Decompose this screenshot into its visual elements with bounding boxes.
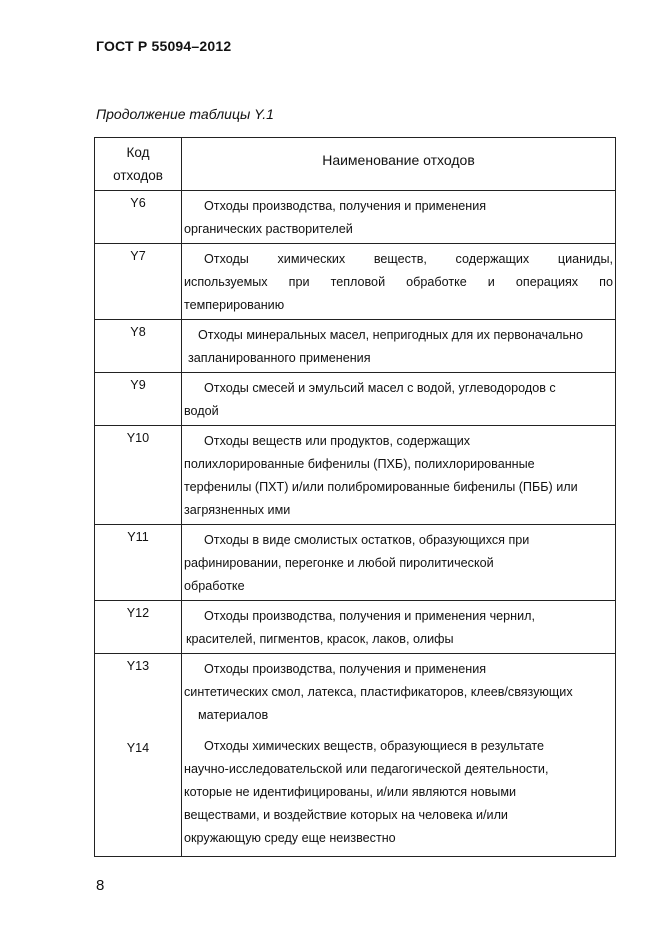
table-row [95,426,616,525]
description-line: синтетических смол, латекса, пластификаторов, клеев/связующих [184,685,573,699]
waste-code: Y7 [95,244,182,320]
table-row [95,244,616,320]
table-row [95,320,616,373]
description-line: научно-исследовательской или педагогической деятельности, [184,762,549,776]
table-row [95,373,616,426]
description-line: окружающую среду еще неизвестно [184,831,396,845]
description-line: Отходы производства, получения и применения [204,662,487,676]
table-row [95,727,616,857]
table-row [95,654,616,728]
column-header-name: Наименование отходов [182,138,616,191]
waste-description [182,654,616,728]
table-caption: Продолжение таблицы Y.1 [96,106,274,122]
description-line: Отходы в виде смолистых остатков, образующихся при [204,533,530,547]
waste-description [182,373,616,426]
waste-description [182,601,616,654]
description-line: загрязненных ими [184,503,291,517]
description-line: используемых при тепловой обработке и операциях по [184,275,613,289]
waste-description [182,191,616,244]
description-line: Отходы минеральных масел, непригодных для их первоначально [198,328,583,342]
description-line: Отходы смесей и эмульсий масел с водой, углеводородов с [204,381,556,395]
waste-description [182,727,616,857]
description-line: Отходы химических веществ, содержащих цианиды, [204,252,613,266]
description-line: запланированного применения [188,351,371,365]
waste-code: Y11 [95,525,182,601]
waste-code: Y9 [95,373,182,426]
description-line: красителей, пигментов, красок, лаков, олифы [186,632,454,646]
table-row [95,525,616,601]
description-line: рафинировании, перегонке и любой пиролитической [184,556,494,570]
column-header-code-line-2: отходов [113,168,163,183]
description-line: обработке [184,579,245,593]
description-line: веществами, и воздействие которых на человека и/или [184,808,508,822]
description-line: Отходы производства, получения и применения чернил, [204,609,536,623]
description-line: терфенилы (ПХТ) и/или полибромированные бифенилы (ПББ) или [184,480,578,494]
description-line: полихлорированные бифенилы (ПХБ), полихлорированные [184,457,535,471]
waste-code: Y6 [95,191,182,244]
waste-code: Y13 [95,654,182,728]
waste-table [94,137,616,857]
table-header-row [95,138,616,191]
description-line: которые не идентифицированы, и/или являются новыми [184,785,517,799]
page-number: 8 [96,877,105,894]
description-line: материалов [198,708,269,722]
description-line: водой [184,404,219,418]
description-line: Отходы химических веществ, образующиеся в результате [204,739,545,753]
waste-code: Y12 [95,601,182,654]
waste-description [182,426,616,525]
waste-code: Y8 [95,320,182,373]
column-header-code [95,138,182,191]
column-header-code-line-1: Код [126,145,150,160]
document-header: ГОСТ Р 55094–2012 [96,38,232,54]
table-row [95,191,616,244]
table-row [95,601,616,654]
description-line: Отходы производства, получения и применения [204,199,487,213]
waste-description [182,525,616,601]
description-line: Отходы веществ или продуктов, содержащих [204,434,471,448]
description-line: темперированию [184,298,285,312]
waste-description [182,244,616,320]
description-line: органических растворителей [184,222,353,236]
waste-code: Y14 [95,727,182,857]
waste-code: Y10 [95,426,182,525]
waste-description [182,320,616,373]
